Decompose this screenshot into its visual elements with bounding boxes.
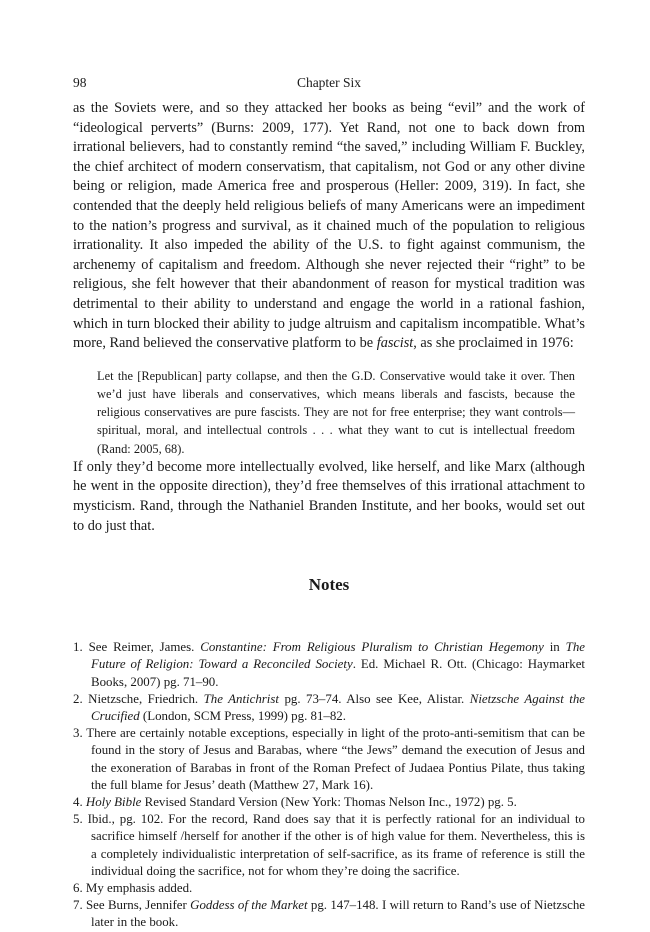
notes-list <box>73 639 585 931</box>
note-number: 6. <box>73 880 83 895</box>
note-text: My emphasis added. <box>85 880 193 895</box>
note-text: in <box>543 640 566 655</box>
note-title: Goddess of the Market <box>190 898 308 913</box>
note-text: . Ed. Michael R. Ott. (Chicago: Haymarket Books, 2007) pg. 71–90. <box>91 657 585 689</box>
note-item <box>73 794 585 811</box>
paragraph-2: If only they’d become more intellectually evolved, like herself, and like Marx (although he went in the opposite direction), they’d free themselves of this irrational attachment to mysticism. Rand, through the Nathaniel Branden Institute, and her books, would set out to do just that. <box>73 458 585 534</box>
block-quote-text: Let the [Republican] party collapse, and then the G.D. Conservative would take it over. Then we’d just have liberals and conservatives, which means liberals and fascists, because the religious conservatives are pure fascists. They are not for free enterprise; they want controls—spiritual, moral, and intellectual controls . . . what they want to cut is intellectual freedom (Rand: 2005, 68). <box>97 368 575 456</box>
page-number: 98 <box>73 75 87 90</box>
note-number: 7. <box>73 898 83 913</box>
main-text <box>73 99 585 536</box>
note-item <box>73 811 585 880</box>
paragraph-1-text-end: , as she proclaimed in 1976: <box>413 335 574 352</box>
note-title: The Antichrist <box>203 691 279 706</box>
note-item <box>73 639 585 691</box>
note-text: Nietzsche, Friedrich. <box>88 691 204 706</box>
note-title: Nietzsche Against the Crucified <box>91 691 585 723</box>
note-text: There are certainly notable exceptions, especially in light of the proto-anti-semitism that can be found in the story of Jesus and Barabas, where “the Jews” demand the execution of Jesus and the exoneration of Barabas in front of the Roman Prefect of Judaea Pontius Pilate, thus taking the full blame for Jesus’ death (Matthew 27, Mark 16). <box>86 726 585 792</box>
note-text: Ibid., pg. 102. For the record, Rand does say that it is perfectly rational for an individual to sacrifice himself /herself for another if the other is of high value for them. Nevertheless, this is a completely individualistic interpretation of self-sacrifice, as its frame of reference is still the individual doing the sacrifice, not for whom they’re doing the sacrifice. <box>87 812 585 878</box>
note-number: 2. <box>73 691 83 706</box>
note-number: 4. <box>73 794 83 809</box>
block-quote <box>97 367 575 458</box>
note-title: The Future of Religion: Toward a Reconciled Society <box>91 640 585 672</box>
note-number: 1. <box>73 640 83 655</box>
paragraph-1 <box>73 99 585 354</box>
paragraph-1-emphasis: fascist <box>376 335 414 352</box>
note-text: pg. 147–148. I will return to Rand’s use of Nietzsche later in the book. <box>91 898 585 930</box>
paragraph-1-text: as the Soviets were, and so they attacked her books as being “evil” and the work of “ideological perverts” (Burns: 2009, 177). Yet Rand, not one to back down from irrational believers, had to constantly remind “the saved,” including William F. Buckley, the chief architect of modern conservatism, that capitalism, not God or any other divine being or religion, made America free and prosperous (Heller: 2009, 319). In fact, she contended that the deeply held religious beliefs of many Americans were an impediment to the nation’s progress and survival, as it chained much of the population to religious irrationality. It also impeded the ability of the U.S. to fight against communism, the archenemy of capitalism and freedom. Although she never rejected their “right” to be religious, she felt however that their abandonment of reason for mystical tradition was detrimental to their ability to understand and engage the world in a rational fashion, which in turn blocked their ability to judge altruism and capitalism incompatible. What’s more, Rand believed the conservative platform to be <box>73 100 585 352</box>
note-number: 5. <box>73 812 83 827</box>
note-item <box>73 880 585 897</box>
note-text: pg. 73–74. Also see Kee, Alistar. <box>279 691 470 706</box>
running-title: Chapter Six <box>296 75 362 90</box>
note-text: (London, SCM Press, 1999) pg. 81–82. <box>139 708 346 723</box>
note-text: See Reimer, James. <box>88 640 201 655</box>
note-text: Revised Standard Version (New York: Thomas Nelson Inc., 1972) pg. 5. <box>141 794 517 809</box>
note-item <box>73 725 585 794</box>
note-item <box>73 691 585 725</box>
note-title: Holy Bible <box>85 794 142 809</box>
note-number: 3. <box>73 726 83 741</box>
notes-heading: Notes <box>308 575 350 595</box>
note-item <box>73 897 585 931</box>
page-header <box>73 73 585 93</box>
note-text: See Burns, Jennifer <box>86 898 191 913</box>
note-title: Constantine: From Religious Pluralism to Christian Hegemony <box>200 640 544 655</box>
